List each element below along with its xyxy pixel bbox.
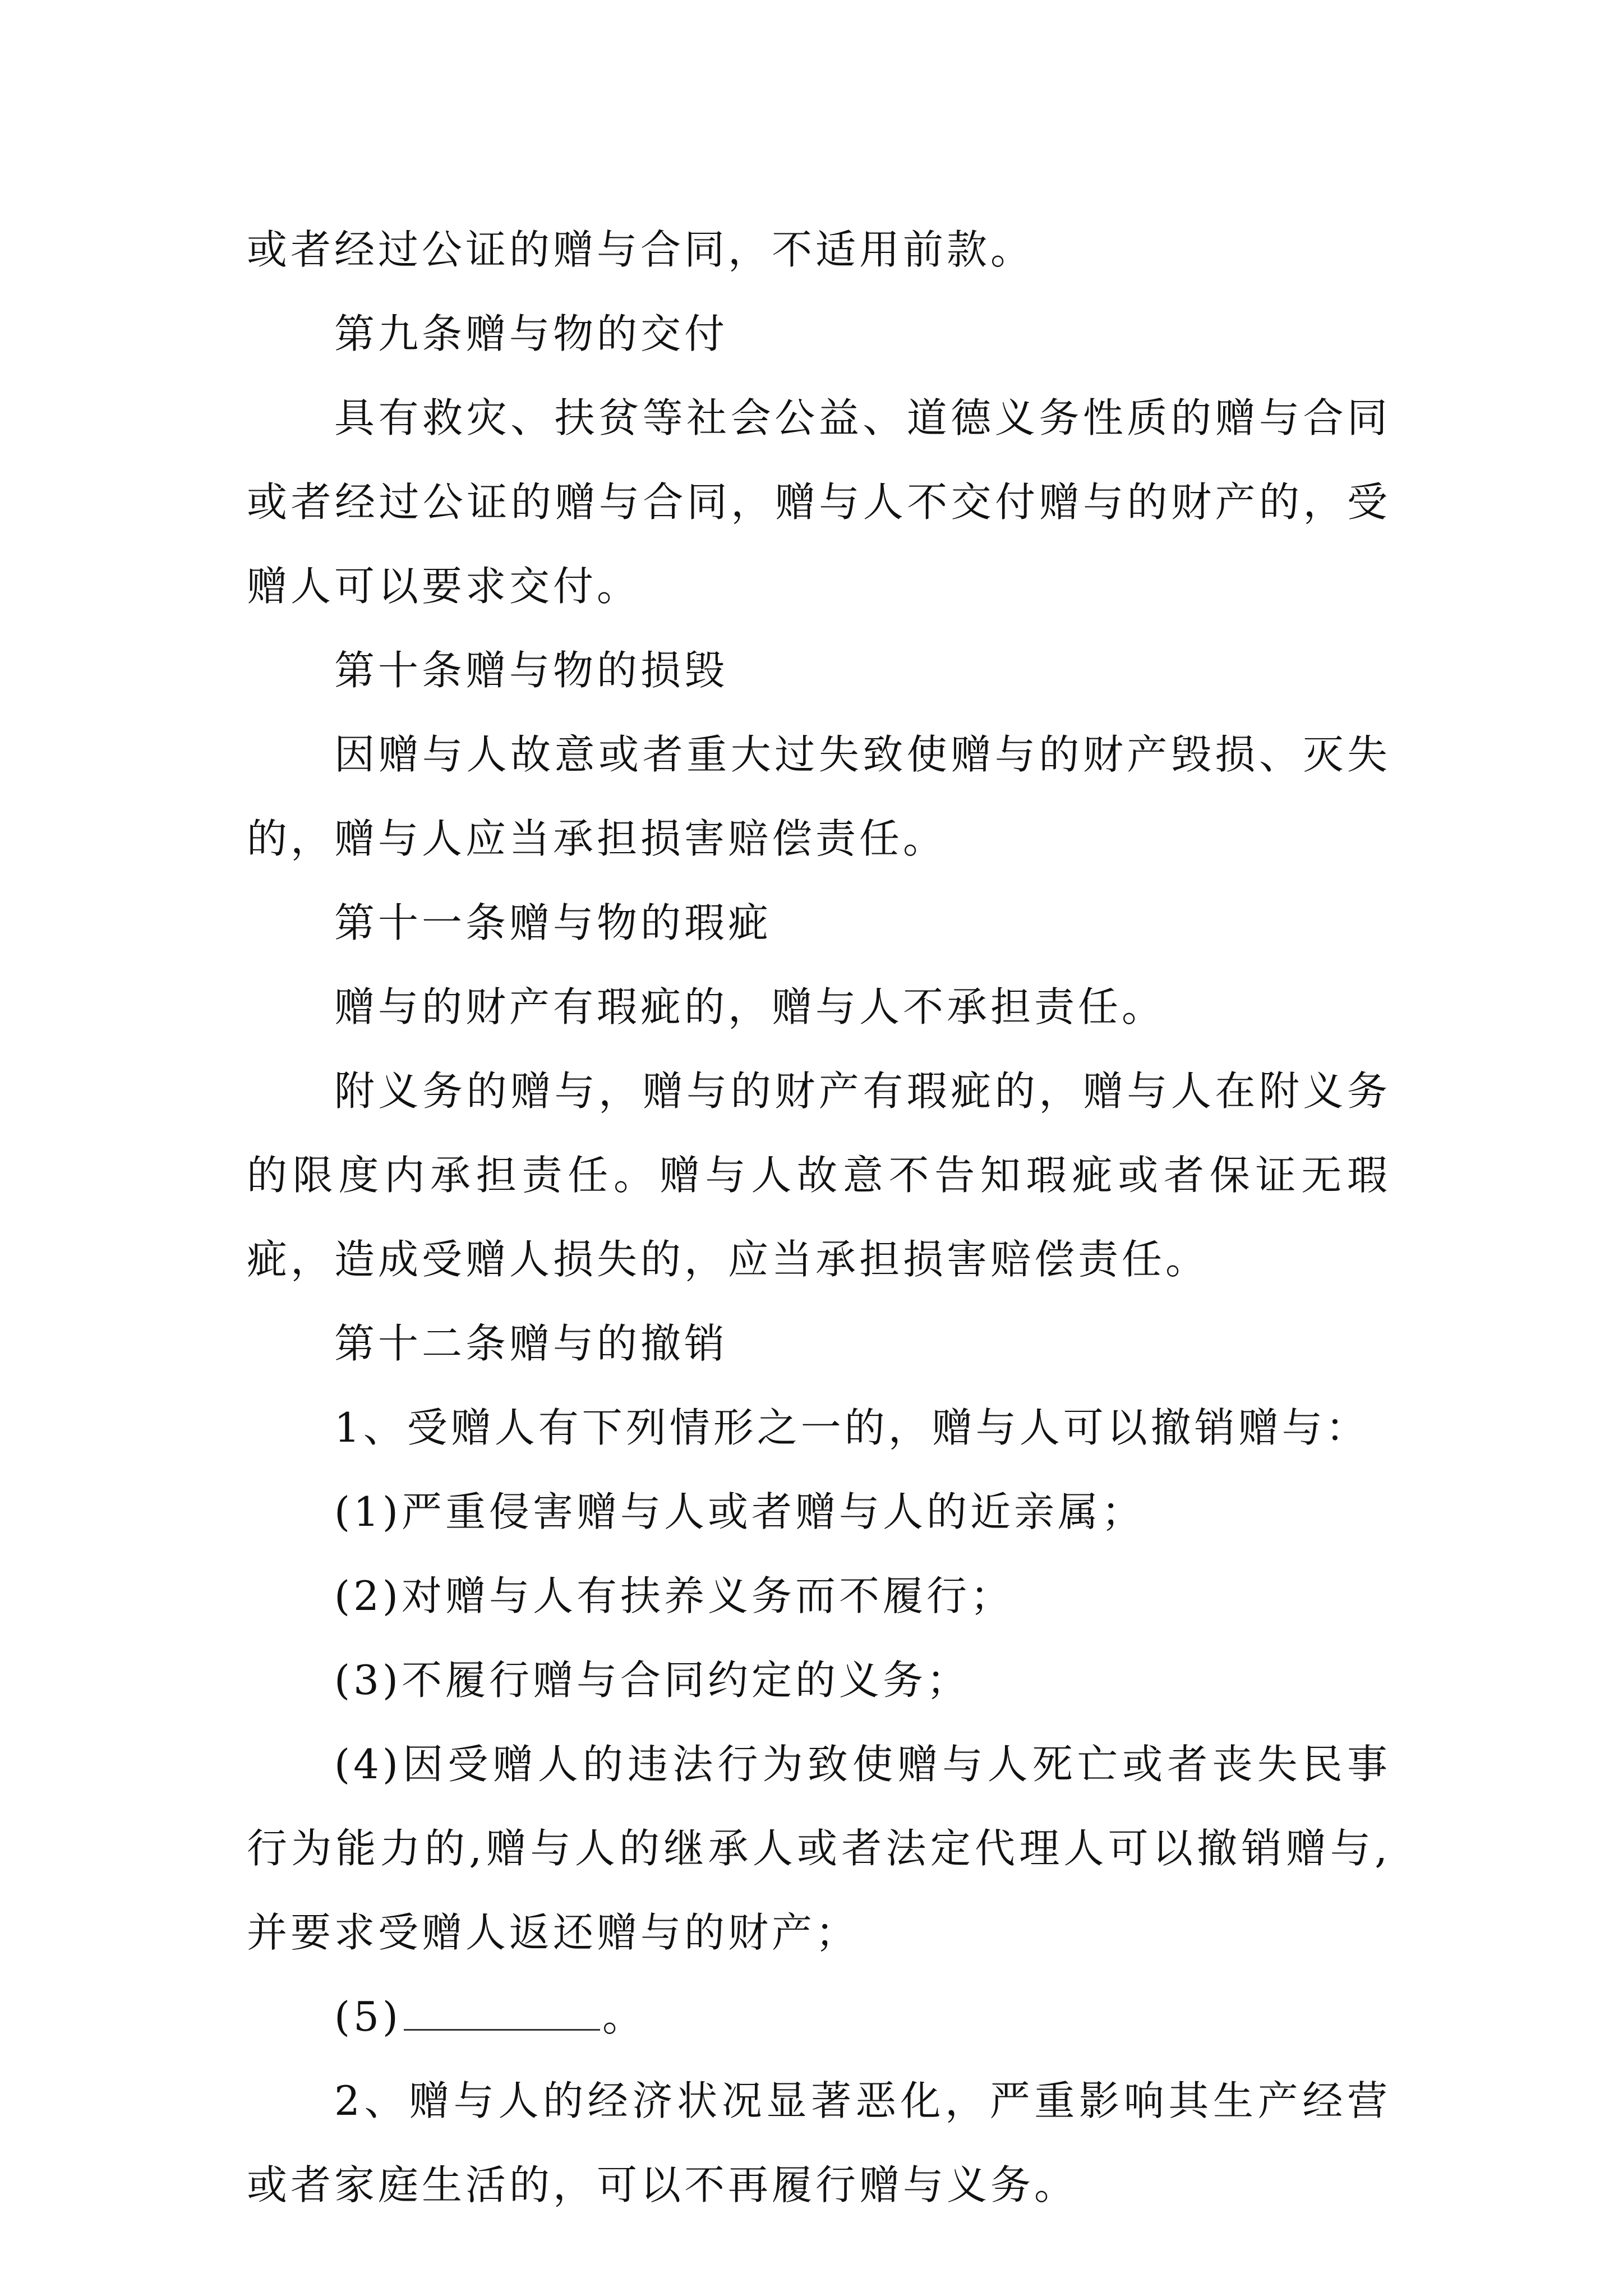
paragraph: 2、赠与人的经济状况显著恶化，严重影响其生产经营或者家庭生活的，可以不再履行赠与义务。 xyxy=(247,2077,1391,2208)
list-item: (4)因受赠人的违法行为致使赠与人死亡或者丧失民事行为能力的,赠与人的继承人或者法定代理人可以撤销赠与,并要求受赠人返还赠与的财产； xyxy=(247,1741,1391,1956)
list-item: (3)不履行赠与合同约定的义务； xyxy=(334,1657,970,1704)
article-heading-12: 第十二条赠与的撤销 xyxy=(334,1320,728,1367)
list-item: (1)严重侵害赠与人或者赠与人的近亲属； xyxy=(334,1488,1145,1535)
list-item-prefix: (5) xyxy=(334,1993,402,2040)
paragraph: 具有救灾、扶贫等社会公益、道德义务性质的赠与合同或者经过公证的赠与合同，赠与人不交付赠与的财产的，受赠人可以要求交付。 xyxy=(247,394,1391,610)
article-heading-9: 第九条赠与物的交付 xyxy=(334,310,728,357)
document-body xyxy=(247,208,1391,2227)
paragraph: 因赠与人故意或者重大过失致使赠与的财产毁损、灭失的，赠与人应当承担损害赔偿责任。 xyxy=(247,731,1391,862)
list-item-fill-in xyxy=(247,1975,1391,2059)
list-item-suffix: 。 xyxy=(602,1993,647,2040)
paragraph: 或者经过公证的赠与合同，不适用前款。 xyxy=(247,226,1035,273)
article-heading-11: 第十一条赠与物的瑕疵 xyxy=(334,899,772,946)
list-item: 1、受赠人有下列情形之一的，赠与人可以撤销赠与： xyxy=(334,1404,1370,1451)
fill-in-blank-line[interactable] xyxy=(404,1995,600,2031)
paragraph: 赠与的财产有瑕疵的，赠与人不承担责任。 xyxy=(334,983,1166,1030)
paragraph: 附义务的赠与，赠与的财产有瑕疵的，赠与人在附义务的限度内承担责任。赠与人故意不告知瑕疵或者保证无瑕疵，造成受赠人损失的，应当承担损害赔偿责任。 xyxy=(247,1068,1391,1283)
list-item: (2)对赠与人有扶养义务而不履行； xyxy=(334,1572,1014,1619)
article-heading-10: 第十条赠与物的损毁 xyxy=(334,647,728,694)
